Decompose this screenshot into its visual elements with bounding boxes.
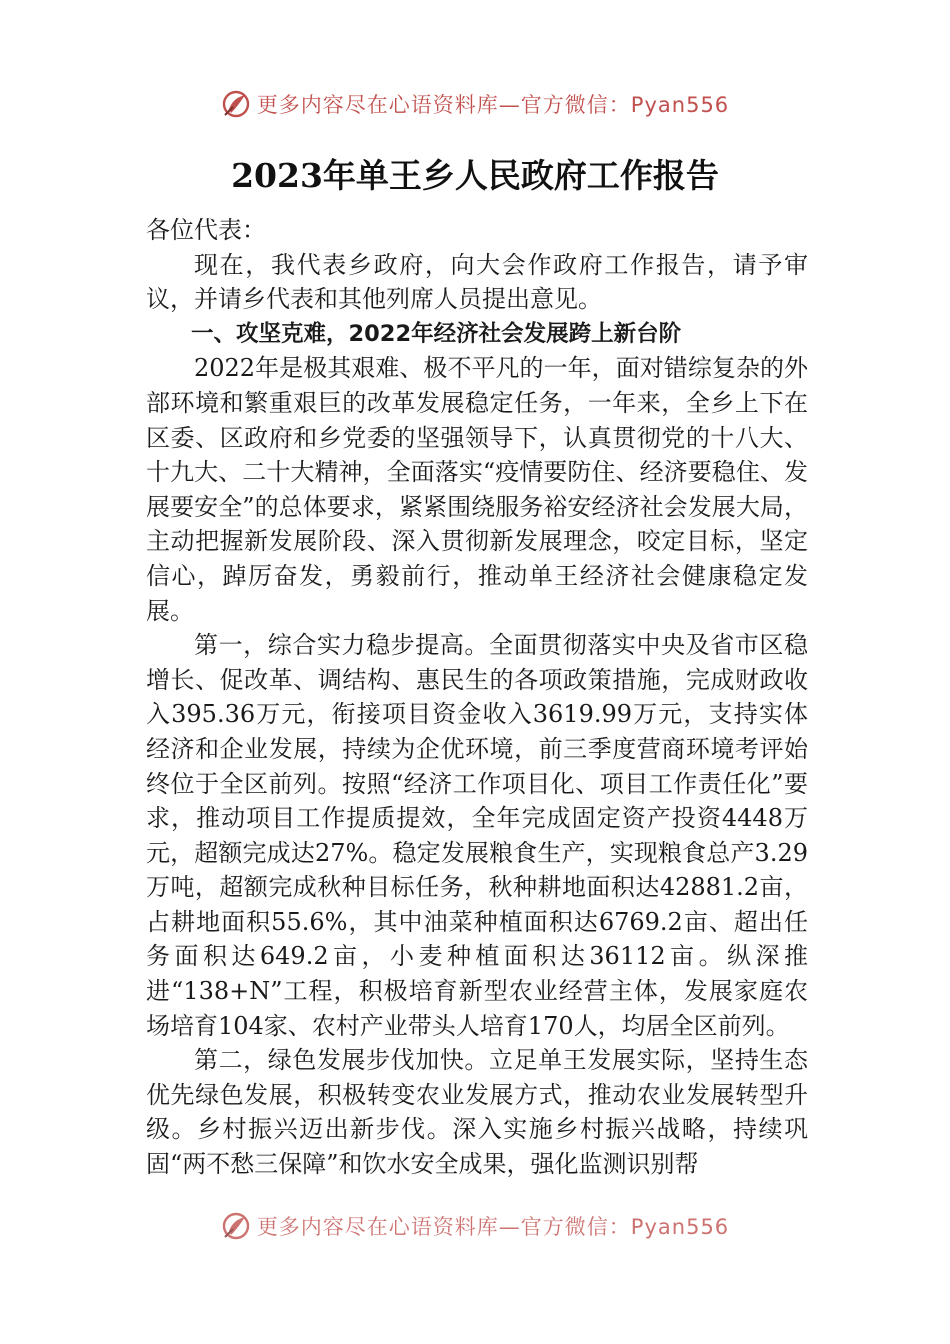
brand-logo-icon <box>221 89 251 119</box>
document-body <box>146 213 808 1182</box>
paragraph: 2022年是极其艰难、极不平凡的一年，面对错综复杂的外部环境和繁重艰巨的改革发展稳定任务，一年来，全乡上下在区委、区政府和乡党委的坚强领导下，认真贯彻党的十八大、十九大、二十大精神，全面落实“疫情要防住、经济要稳住、发展要安全”的总体要求，紧紧围绕服务裕安经济社会发展大局，主动把握新发展阶段、深入贯彻新发展理念，咬定目标，坚定信心，踔厉奋发，勇毅前行，推动单王经济社会健康稳定发展。 <box>146 354 808 625</box>
document-title: 2023年单王乡人民政府工作报告 <box>231 156 719 195</box>
watermark-text: 更多内容尽在心语资料库—官方微信：Pyan556 <box>256 1215 730 1239</box>
paragraph: 第二，绿色发展步伐加快。立足单王发展实际，坚持生态优先绿色发展，积极转变农业发展方式，推动农业发展转型升级。乡村振兴迈出新步伐。深入实施乡村振兴战略，持续巩固“两不愁三保障”和饮水安全成果，强化监测识别帮 <box>146 1046 808 1179</box>
brand-logo-icon <box>221 1211 251 1241</box>
watermark-text: 更多内容尽在心语资料库—官方微信：Pyan556 <box>256 93 730 117</box>
paragraph: 现在，我代表乡政府，向大会作政府工作报告，请予审议，并请乡代表和其他列席人员提出意见。 <box>146 250 808 314</box>
watermark-footer <box>0 1206 950 1246</box>
section-heading: 一、攻坚克难，2022年经济社会发展跨上新台阶 <box>191 320 682 347</box>
paragraph: 第一，综合实力稳步提高。全面贯彻落实中央及省市区稳增长、促改革、调结构、惠民生的各项政策措施，完成财政收入395.36万元，衔接项目资金收入3619.99万元，支持实体经济和企业发展，持续为企优环境，前三季度营商环境考评始终位于全区前列。按照“经济工作项目化、项目工作责任化”要求，推动项目工作提质提效，全年完成固定资产投资4448万元，超额完成达27%。稳定发展粮食生产，实现粮食总产3.29万吨，超额完成秋种目标任务，秋种耕地面积达42881.2亩，占耕地面积55.6%，其中油菜种植面积达6769.2亩、超出任务面积达649.2亩，小麦种植面积达36112亩。纵深推进“138+N”工程，积极培育新型农业经营主体，发展家庭农场培育104家、农村产业带头人培育170人，均居全区前列。 <box>146 631 808 1040</box>
watermark-header <box>0 84 950 124</box>
salutation: 各位代表： <box>146 216 266 244</box>
